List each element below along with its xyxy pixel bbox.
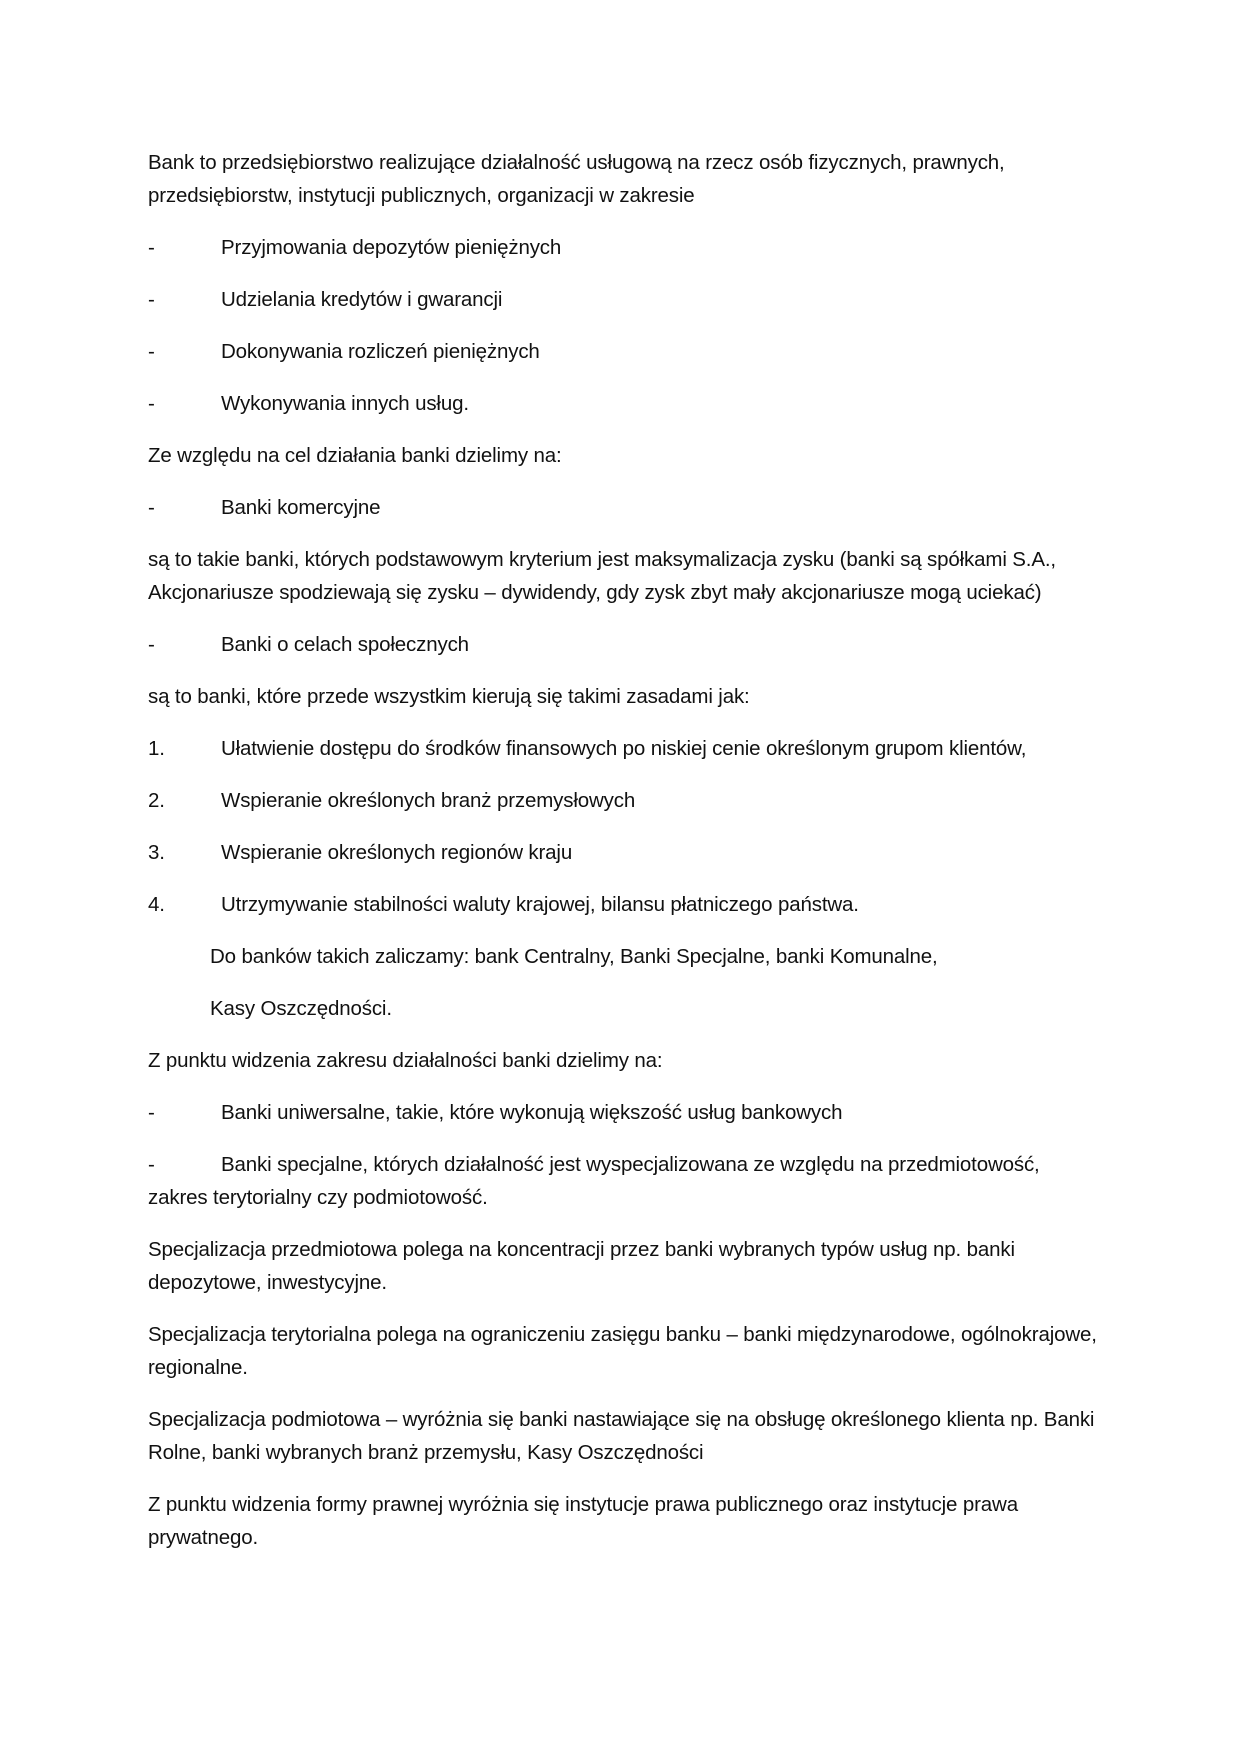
- territorial-specialization: Specjalizacja terytorialna polega na ograniczeniu zasięgu banku – banki międzynarodowe, ogólnokrajowe, regionalne.: [148, 1323, 1097, 1379]
- included-banks-line: Kasy Oszczędności.: [210, 997, 392, 1020]
- document-body: [148, 146, 1098, 1573]
- number-marker: 2.: [148, 789, 165, 812]
- client-specialization: Specjalizacja podmiotowa – wyróżnia się banki nastawiające się na obsługę określonego klienta np. Banki Rolne, banki wybranych branż przemysłu, Kasy Oszczędności: [148, 1408, 1095, 1464]
- list-item-text: Dokonywania rozliczeń pieniężnych: [221, 340, 540, 363]
- number-marker: 4.: [148, 893, 165, 916]
- list-item-text: Banki komercyjne: [221, 496, 381, 519]
- number-marker: 3.: [148, 841, 165, 864]
- intro-paragraph: Bank to przedsiębiorstwo realizujące działalność usługową na rzecz osób fizycznych, prawnych, przedsiębiorstw, instytucji publicznych, organizacji w zakresie: [148, 151, 1005, 207]
- list-marker: -: [148, 496, 155, 519]
- list-item-text: Banki uniwersalne, takie, które wykonują większość usług bankowych: [221, 1101, 843, 1124]
- number-marker: 1.: [148, 737, 165, 760]
- special-banks-paragraph: [148, 1148, 1098, 1214]
- numbered-item: [148, 888, 1098, 921]
- list-item: [148, 1096, 1098, 1129]
- numbered-item-text: Ułatwienie dostępu do środków finansowych po niskiej cenie określonym grupom klientów,: [221, 737, 1027, 760]
- list-marker: -: [148, 1101, 155, 1124]
- list-item: [148, 283, 1098, 316]
- list-marker: -: [148, 288, 155, 311]
- list-item-text: Banki o celach społecznych: [221, 633, 469, 656]
- social-description: są to banki, które przede wszystkim kierują się takimi zasadami jak:: [148, 685, 750, 708]
- list-item: [148, 387, 1098, 420]
- legal-form-paragraph: Z punktu widzenia formy prawnej wyróżnia się instytucje prawa publicznego oraz instytucje prawa prywatnego.: [148, 1493, 1018, 1549]
- numbered-item: [148, 836, 1098, 869]
- numbered-item-text: Wspieranie określonych branż przemysłowych: [221, 789, 636, 812]
- list-marker: -: [148, 1153, 155, 1176]
- list-item: [148, 335, 1098, 368]
- list-marker: -: [148, 392, 155, 415]
- list-item: [148, 231, 1098, 264]
- list-item: [148, 491, 1098, 524]
- included-banks-line: Do banków takich zaliczamy: bank Centralny, Banki Specjalne, banki Komunalne,: [210, 945, 938, 968]
- list-item-text: Przyjmowania depozytów pieniężnych: [221, 236, 562, 259]
- numbered-item-text: Utrzymywanie stabilności waluty krajowej, bilansu płatniczego państwa.: [221, 893, 859, 916]
- list-item-text: Udzielania kredytów i gwarancji: [221, 288, 503, 311]
- scope-heading: Z punktu widzenia zakresu działalności banki dzielimy na:: [148, 1049, 663, 1072]
- list-marker: -: [148, 340, 155, 363]
- numbered-item: [148, 732, 1098, 765]
- purpose-heading: Ze względu na cel działania banki dzielimy na:: [148, 444, 562, 467]
- list-marker: -: [148, 236, 155, 259]
- commercial-description: są to takie banki, których podstawowym kryterium jest maksymalizacja zysku (banki są spółkami S.A., Akcjonariusze spodziewają się zysku – dywidendy, gdy zysk zbyt mały akcjonariusze mogą uciekać): [148, 548, 1056, 604]
- numbered-item-text: Wspieranie określonych regionów kraju: [221, 841, 573, 864]
- list-item-text: Wykonywania innych usług.: [221, 392, 469, 415]
- special-banks-text: Banki specjalne, których działalność jest wyspecjalizowana ze względu na przedmiotowość, zakres terytorialny czy podmiotowość.: [148, 1153, 1040, 1209]
- list-marker: -: [148, 633, 155, 656]
- list-item: [148, 628, 1098, 661]
- numbered-item: [148, 784, 1098, 817]
- subject-specialization: Specjalizacja przedmiotowa polega na koncentracji przez banki wybranych typów usług np. banki depozytowe, inwestycyjne.: [148, 1238, 1015, 1294]
